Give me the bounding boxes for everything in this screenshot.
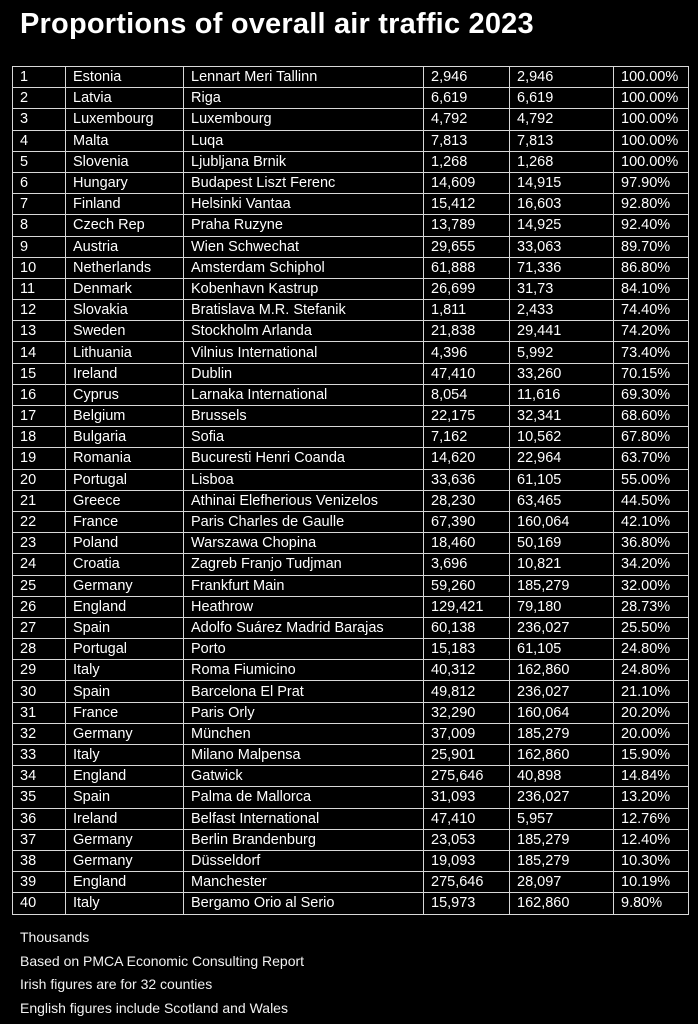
- proportion-cell: 67.80%: [614, 427, 689, 448]
- value-b-cell: 31,73: [510, 278, 614, 299]
- country-cell: England: [66, 872, 184, 893]
- value-b-cell: 160,064: [510, 511, 614, 532]
- proportion-cell: 92.80%: [614, 194, 689, 215]
- airport-cell: Amsterdam Schiphol: [184, 257, 424, 278]
- table-row: [13, 787, 689, 808]
- value-b-cell: 61,105: [510, 469, 614, 490]
- country-cell: Italy: [66, 893, 184, 914]
- proportion-cell: 20.00%: [614, 723, 689, 744]
- country-cell: Lithuania: [66, 342, 184, 363]
- airport-cell: Warszawa Chopina: [184, 533, 424, 554]
- rank-cell: 22: [13, 511, 66, 532]
- value-b-cell: 10,821: [510, 554, 614, 575]
- value-b-cell: 6,619: [510, 88, 614, 109]
- value-b-cell: 2,946: [510, 67, 614, 88]
- proportion-cell: 100.00%: [614, 130, 689, 151]
- value-b-cell: 33,260: [510, 363, 614, 384]
- rank-cell: 21: [13, 490, 66, 511]
- rank-cell: 16: [13, 384, 66, 405]
- value-b-cell: 162,860: [510, 745, 614, 766]
- country-cell: Poland: [66, 533, 184, 554]
- rank-cell: 11: [13, 278, 66, 299]
- country-cell: Belgium: [66, 406, 184, 427]
- proportion-cell: 34.20%: [614, 554, 689, 575]
- airport-cell: Bergamo Orio al Serio: [184, 893, 424, 914]
- rank-cell: 6: [13, 172, 66, 193]
- country-cell: Bulgaria: [66, 427, 184, 448]
- rank-cell: 4: [13, 130, 66, 151]
- value-a-cell: 21,838: [424, 321, 510, 342]
- country-cell: Netherlands: [66, 257, 184, 278]
- country-cell: Spain: [66, 681, 184, 702]
- rank-cell: 3: [13, 109, 66, 130]
- airport-cell: Sofia: [184, 427, 424, 448]
- value-a-cell: 4,792: [424, 109, 510, 130]
- proportion-cell: 12.40%: [614, 829, 689, 850]
- table-row: [13, 172, 689, 193]
- value-b-cell: 5,957: [510, 808, 614, 829]
- table-row: [13, 342, 689, 363]
- rank-cell: 26: [13, 596, 66, 617]
- value-a-cell: 19,093: [424, 850, 510, 871]
- value-b-cell: 162,860: [510, 660, 614, 681]
- proportion-cell: 100.00%: [614, 109, 689, 130]
- proportion-cell: 89.70%: [614, 236, 689, 257]
- value-a-cell: 2,946: [424, 67, 510, 88]
- value-a-cell: 37,009: [424, 723, 510, 744]
- rank-cell: 28: [13, 639, 66, 660]
- value-b-cell: 185,279: [510, 723, 614, 744]
- rank-cell: 9: [13, 236, 66, 257]
- airport-cell: Berlin Brandenburg: [184, 829, 424, 850]
- value-a-cell: 15,183: [424, 639, 510, 660]
- value-a-cell: 31,093: [424, 787, 510, 808]
- value-a-cell: 13,789: [424, 215, 510, 236]
- airport-cell: Athinai Elefherious Venizelos: [184, 490, 424, 511]
- table-row: [13, 745, 689, 766]
- table-row: [13, 321, 689, 342]
- proportion-cell: 74.40%: [614, 300, 689, 321]
- proportion-cell: 74.20%: [614, 321, 689, 342]
- footnote-units: Thousands: [20, 929, 90, 945]
- rank-cell: 1: [13, 67, 66, 88]
- table-row: [13, 384, 689, 405]
- value-b-cell: 236,027: [510, 681, 614, 702]
- value-b-cell: 4,792: [510, 109, 614, 130]
- proportion-cell: 14.84%: [614, 766, 689, 787]
- rank-cell: 37: [13, 829, 66, 850]
- country-cell: France: [66, 702, 184, 723]
- airport-cell: Kobenhavn Kastrup: [184, 278, 424, 299]
- airport-cell: Brussels: [184, 406, 424, 427]
- value-b-cell: 50,169: [510, 533, 614, 554]
- table-row: [13, 469, 689, 490]
- proportion-cell: 63.70%: [614, 448, 689, 469]
- air-traffic-table: [12, 66, 689, 915]
- rank-cell: 36: [13, 808, 66, 829]
- value-a-cell: 22,175: [424, 406, 510, 427]
- rank-cell: 2: [13, 88, 66, 109]
- value-a-cell: 7,162: [424, 427, 510, 448]
- airport-cell: Bratislava M.R. Stefanik: [184, 300, 424, 321]
- country-cell: Spain: [66, 617, 184, 638]
- value-a-cell: 14,609: [424, 172, 510, 193]
- country-cell: Greece: [66, 490, 184, 511]
- value-b-cell: 79,180: [510, 596, 614, 617]
- value-a-cell: 129,421: [424, 596, 510, 617]
- airport-cell: Ljubljana Brnik: [184, 151, 424, 172]
- table-row: [13, 639, 689, 660]
- proportion-cell: 9.80%: [614, 893, 689, 914]
- airport-cell: Lennart Meri Tallinn: [184, 67, 424, 88]
- rank-cell: 27: [13, 617, 66, 638]
- table-row: [13, 257, 689, 278]
- value-a-cell: 67,390: [424, 511, 510, 532]
- airport-cell: Palma de Mallorca: [184, 787, 424, 808]
- airport-cell: Paris Charles de Gaulle: [184, 511, 424, 532]
- rank-cell: 33: [13, 745, 66, 766]
- value-a-cell: 1,268: [424, 151, 510, 172]
- rank-cell: 31: [13, 702, 66, 723]
- country-cell: Ireland: [66, 363, 184, 384]
- proportion-cell: 86.80%: [614, 257, 689, 278]
- value-b-cell: 29,441: [510, 321, 614, 342]
- airport-cell: Paris Orly: [184, 702, 424, 723]
- value-a-cell: 40,312: [424, 660, 510, 681]
- airport-cell: Helsinki Vantaa: [184, 194, 424, 215]
- table-row: [13, 766, 689, 787]
- proportion-cell: 73.40%: [614, 342, 689, 363]
- airport-cell: Düsseldorf: [184, 850, 424, 871]
- airport-cell: Budapest Liszt Ferenc: [184, 172, 424, 193]
- page-title: Proportions of overall air traffic 2023: [20, 8, 534, 40]
- proportion-cell: 28.73%: [614, 596, 689, 617]
- rank-cell: 29: [13, 660, 66, 681]
- table-row: [13, 850, 689, 871]
- country-cell: Denmark: [66, 278, 184, 299]
- value-b-cell: 71,336: [510, 257, 614, 278]
- value-b-cell: 185,279: [510, 575, 614, 596]
- airport-cell: Belfast International: [184, 808, 424, 829]
- rank-cell: 12: [13, 300, 66, 321]
- country-cell: Romania: [66, 448, 184, 469]
- table-row: [13, 681, 689, 702]
- table-row: [13, 130, 689, 151]
- table-row: [13, 723, 689, 744]
- country-cell: Italy: [66, 745, 184, 766]
- airport-cell: Stockholm Arlanda: [184, 321, 424, 342]
- proportion-cell: 13.20%: [614, 787, 689, 808]
- footnote-source: Based on PMCA Economic Consulting Report: [20, 952, 305, 969]
- rank-cell: 30: [13, 681, 66, 702]
- value-a-cell: 3,696: [424, 554, 510, 575]
- value-b-cell: 22,964: [510, 448, 614, 469]
- table-row: [13, 300, 689, 321]
- country-cell: Austria: [66, 236, 184, 257]
- value-a-cell: 18,460: [424, 533, 510, 554]
- country-cell: Portugal: [66, 639, 184, 660]
- footnote-english-figures: English figures include Scotland and Wales: [20, 999, 288, 1016]
- value-b-cell: 33,063: [510, 236, 614, 257]
- value-b-cell: 10,562: [510, 427, 614, 448]
- value-a-cell: 26,699: [424, 278, 510, 299]
- country-cell: Germany: [66, 850, 184, 871]
- airport-cell: Milano Malpensa: [184, 745, 424, 766]
- airport-cell: Praha Ruzyne: [184, 215, 424, 236]
- airport-cell: Lisboa: [184, 469, 424, 490]
- airport-cell: Luqa: [184, 130, 424, 151]
- airport-cell: Vilnius International: [184, 342, 424, 363]
- table-row: [13, 660, 689, 681]
- country-cell: Ireland: [66, 808, 184, 829]
- airport-cell: Adolfo Suárez Madrid Barajas: [184, 617, 424, 638]
- rank-cell: 5: [13, 151, 66, 172]
- country-cell: Luxembourg: [66, 109, 184, 130]
- value-a-cell: 47,410: [424, 808, 510, 829]
- airport-cell: Luxembourg: [184, 109, 424, 130]
- airport-cell: Roma Fiumicino: [184, 660, 424, 681]
- proportion-cell: 21.10%: [614, 681, 689, 702]
- value-a-cell: 1,811: [424, 300, 510, 321]
- value-a-cell: 15,973: [424, 893, 510, 914]
- airport-cell: Wien Schwechat: [184, 236, 424, 257]
- country-cell: Slovakia: [66, 300, 184, 321]
- rank-cell: 14: [13, 342, 66, 363]
- country-cell: Sweden: [66, 321, 184, 342]
- value-a-cell: 275,646: [424, 766, 510, 787]
- table-row: [13, 278, 689, 299]
- airport-cell: Zagreb Franjo Tudjman: [184, 554, 424, 575]
- value-a-cell: 28,230: [424, 490, 510, 511]
- proportion-cell: 92.40%: [614, 215, 689, 236]
- airport-cell: Frankfurt Main: [184, 575, 424, 596]
- value-a-cell: 8,054: [424, 384, 510, 405]
- table-row: [13, 596, 689, 617]
- proportion-cell: 36.80%: [614, 533, 689, 554]
- proportion-cell: 24.80%: [614, 660, 689, 681]
- value-a-cell: 4,396: [424, 342, 510, 363]
- airport-cell: München: [184, 723, 424, 744]
- rank-cell: 10: [13, 257, 66, 278]
- table-row: [13, 215, 689, 236]
- rank-cell: 18: [13, 427, 66, 448]
- value-b-cell: 14,925: [510, 215, 614, 236]
- value-b-cell: 14,915: [510, 172, 614, 193]
- value-a-cell: 15,412: [424, 194, 510, 215]
- rank-cell: 39: [13, 872, 66, 893]
- airport-cell: Larnaka International: [184, 384, 424, 405]
- value-b-cell: 28,097: [510, 872, 614, 893]
- rank-cell: 34: [13, 766, 66, 787]
- value-b-cell: 236,027: [510, 617, 614, 638]
- country-cell: Czech Rep: [66, 215, 184, 236]
- proportion-cell: 10.19%: [614, 872, 689, 893]
- country-cell: Germany: [66, 723, 184, 744]
- table-row: [13, 151, 689, 172]
- proportion-cell: 68.60%: [614, 406, 689, 427]
- proportion-cell: 69.30%: [614, 384, 689, 405]
- proportion-cell: 70.15%: [614, 363, 689, 384]
- value-a-cell: 14,620: [424, 448, 510, 469]
- proportion-cell: 100.00%: [614, 67, 689, 88]
- value-a-cell: 59,260: [424, 575, 510, 596]
- value-b-cell: 61,105: [510, 639, 614, 660]
- value-a-cell: 49,812: [424, 681, 510, 702]
- rank-cell: 32: [13, 723, 66, 744]
- country-cell: Slovenia: [66, 151, 184, 172]
- table-row: [13, 194, 689, 215]
- table-row: [13, 893, 689, 914]
- proportion-cell: 32.00%: [614, 575, 689, 596]
- value-a-cell: 25,901: [424, 745, 510, 766]
- value-b-cell: 5,992: [510, 342, 614, 363]
- value-b-cell: 2,433: [510, 300, 614, 321]
- proportion-cell: 12.76%: [614, 808, 689, 829]
- value-b-cell: 236,027: [510, 787, 614, 808]
- value-b-cell: 185,279: [510, 829, 614, 850]
- value-b-cell: 162,860: [510, 893, 614, 914]
- rank-cell: 15: [13, 363, 66, 384]
- value-b-cell: 16,603: [510, 194, 614, 215]
- value-a-cell: 61,888: [424, 257, 510, 278]
- country-cell: Croatia: [66, 554, 184, 575]
- proportion-cell: 97.90%: [614, 172, 689, 193]
- airport-cell: Bucuresti Henri Coanda: [184, 448, 424, 469]
- country-cell: Germany: [66, 575, 184, 596]
- footnote-irish-figures: Irish figures are for 32 counties: [20, 976, 213, 992]
- proportion-cell: 24.80%: [614, 639, 689, 660]
- value-b-cell: 11,616: [510, 384, 614, 405]
- proportion-cell: 100.00%: [614, 88, 689, 109]
- proportion-cell: 84.10%: [614, 278, 689, 299]
- proportion-cell: 15.90%: [614, 745, 689, 766]
- airport-cell: Heathrow: [184, 596, 424, 617]
- rank-cell: 19: [13, 448, 66, 469]
- proportion-cell: 100.00%: [614, 151, 689, 172]
- country-cell: Spain: [66, 787, 184, 808]
- country-cell: Germany: [66, 829, 184, 850]
- proportion-cell: 10.30%: [614, 850, 689, 871]
- value-a-cell: 6,619: [424, 88, 510, 109]
- country-cell: Estonia: [66, 67, 184, 88]
- value-b-cell: 7,813: [510, 130, 614, 151]
- table-row: [13, 554, 689, 575]
- rank-cell: 13: [13, 321, 66, 342]
- country-cell: Malta: [66, 130, 184, 151]
- table-row: [13, 406, 689, 427]
- value-b-cell: 160,064: [510, 702, 614, 723]
- country-cell: Finland: [66, 194, 184, 215]
- proportion-cell: 44.50%: [614, 490, 689, 511]
- country-cell: Hungary: [66, 172, 184, 193]
- country-cell: Italy: [66, 660, 184, 681]
- value-a-cell: 33,636: [424, 469, 510, 490]
- country-cell: England: [66, 596, 184, 617]
- rank-cell: 20: [13, 469, 66, 490]
- table-row: [13, 511, 689, 532]
- rank-cell: 7: [13, 194, 66, 215]
- table-row: [13, 67, 689, 88]
- airport-cell: Barcelona El Prat: [184, 681, 424, 702]
- table-row: [13, 808, 689, 829]
- rank-cell: 40: [13, 893, 66, 914]
- table-row: [13, 109, 689, 130]
- country-cell: France: [66, 511, 184, 532]
- country-cell: Latvia: [66, 88, 184, 109]
- proportion-cell: 25.50%: [614, 617, 689, 638]
- table-row: [13, 829, 689, 850]
- value-b-cell: 63,465: [510, 490, 614, 511]
- table-row: [13, 575, 689, 596]
- proportion-cell: 42.10%: [614, 511, 689, 532]
- value-b-cell: 1,268: [510, 151, 614, 172]
- rank-cell: 25: [13, 575, 66, 596]
- airport-cell: Dublin: [184, 363, 424, 384]
- value-a-cell: 29,655: [424, 236, 510, 257]
- airport-cell: Manchester: [184, 872, 424, 893]
- value-a-cell: 275,646: [424, 872, 510, 893]
- airport-cell: Porto: [184, 639, 424, 660]
- rank-cell: 23: [13, 533, 66, 554]
- proportion-cell: 55.00%: [614, 469, 689, 490]
- value-a-cell: 60,138: [424, 617, 510, 638]
- table-row: [13, 448, 689, 469]
- table-row: [13, 236, 689, 257]
- airport-cell: Riga: [184, 88, 424, 109]
- table-row: [13, 872, 689, 893]
- rank-cell: 17: [13, 406, 66, 427]
- rank-cell: 38: [13, 850, 66, 871]
- value-b-cell: 185,279: [510, 850, 614, 871]
- value-a-cell: 23,053: [424, 829, 510, 850]
- value-b-cell: 40,898: [510, 766, 614, 787]
- country-cell: Portugal: [66, 469, 184, 490]
- table-row: [13, 88, 689, 109]
- table-row: [13, 427, 689, 448]
- country-cell: England: [66, 766, 184, 787]
- table-body: [13, 67, 689, 915]
- rank-cell: 35: [13, 787, 66, 808]
- rank-cell: 8: [13, 215, 66, 236]
- table-row: [13, 363, 689, 384]
- table-row: [13, 490, 689, 511]
- rank-cell: 24: [13, 554, 66, 575]
- proportion-cell: 20.20%: [614, 702, 689, 723]
- table-row: [13, 533, 689, 554]
- country-cell: Cyprus: [66, 384, 184, 405]
- value-b-cell: 32,341: [510, 406, 614, 427]
- airport-cell: Gatwick: [184, 766, 424, 787]
- table-row: [13, 702, 689, 723]
- table-row: [13, 617, 689, 638]
- footnotes: [20, 926, 304, 1020]
- value-a-cell: 7,813: [424, 130, 510, 151]
- value-a-cell: 32,290: [424, 702, 510, 723]
- value-a-cell: 47,410: [424, 363, 510, 384]
